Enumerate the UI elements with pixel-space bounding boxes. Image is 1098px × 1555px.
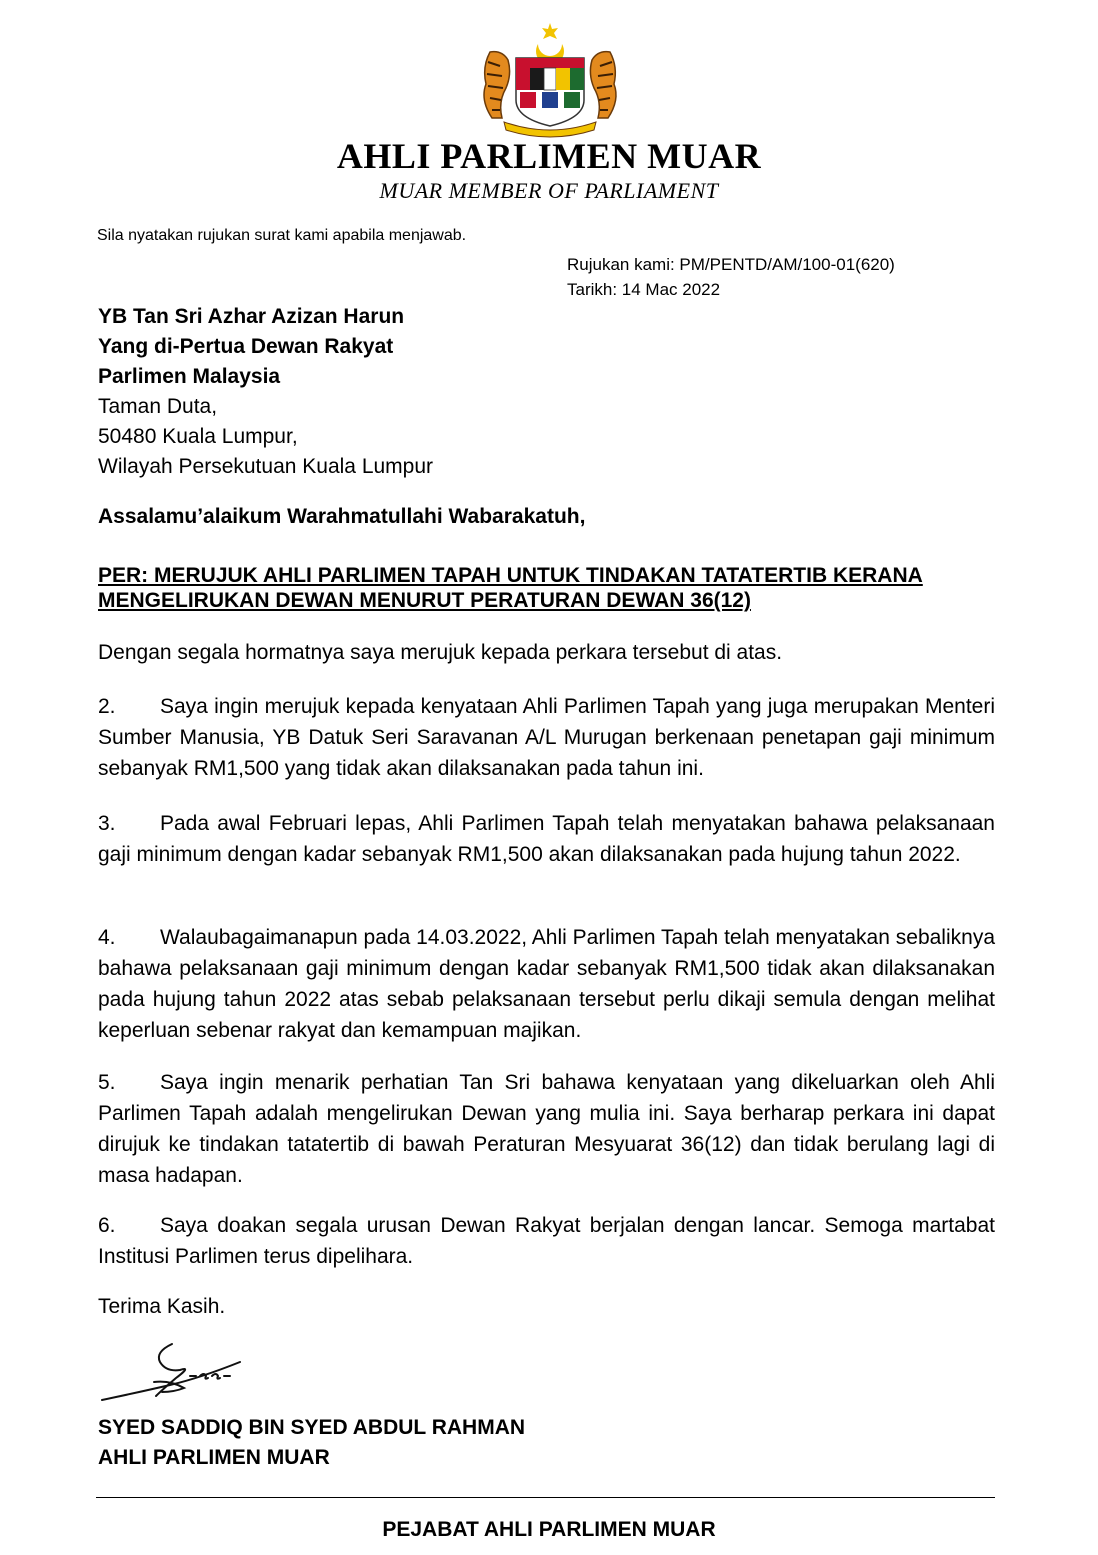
signer-block	[98, 1413, 525, 1473]
recipient-organisation: Parlimen Malaysia	[98, 365, 281, 388]
paragraph-number: 2.	[98, 695, 116, 718]
footer-office: PEJABAT AHLI PARLIMEN MUAR	[382, 1518, 716, 1541]
recipient-name: YB Tan Sri Azhar Azizan Harun	[98, 305, 405, 328]
paragraph-text: Walaubagaimanapun pada 14.03.2022, Ahli Parlimen Tapah telah menyatakan sebaliknya bahawa pelaksanaan gaji minimum dengan kadar sebanyak RM1,500 tidak akan dilaksanakan pada hujung tahun 2022 atas sebab pelaksanaan tersebut perlu dikaji semula dengan melihat keperluan sebenar rakyat dan kemampuan majikan.	[98, 926, 995, 1042]
reference-block	[567, 252, 895, 302]
paragraph-number: 5.	[98, 1071, 116, 1094]
paragraph-number: 6.	[98, 1214, 116, 1237]
closing: Terima Kasih.	[98, 1295, 226, 1318]
address-line: Wilayah Persekutuan Kuala Lumpur	[98, 455, 434, 478]
paragraph-text: Pada awal Februari lepas, Ahli Parlimen Tapah telah menyatakan bahawa pelaksanaan gaji minimum dengan kadar sebanyak RM1,500 akan dilaksanakan pada hujung tahun 2022.	[98, 812, 995, 866]
intro-paragraph: Dengan segala hormatnya saya merujuk kepada perkara tersebut di atas.	[98, 641, 783, 664]
paragraph-number: 4.	[98, 926, 116, 949]
paragraph-2	[98, 691, 995, 784]
paragraph-5	[98, 1067, 995, 1191]
greeting: Assalamu’alaikum Warahmatullahi Wabarakatuh,	[98, 505, 586, 528]
coat-of-arms-icon	[470, 22, 630, 138]
subject-line: PER: MERUJUK AHLI PARLIMEN TAPAH UNTUK TINDAKAN TATATERTIB KERANA MENGELIRUKAN DEWAN MENURUT PERATURAN DEWAN 36(12)	[98, 564, 923, 612]
signature-icon	[100, 1330, 250, 1410]
signer-title: AHLI PARLIMEN MUAR	[98, 1446, 330, 1469]
letterhead-subtitle: MUAR MEMBER OF PARLIAMENT	[379, 178, 719, 203]
paragraph-3	[98, 808, 995, 870]
paragraph-6	[98, 1210, 995, 1272]
paragraph-number: 3.	[98, 812, 116, 835]
letter-date: Tarikh: 14 Mac 2022	[567, 280, 721, 299]
paragraph-text: Saya ingin menarik perhatian Tan Sri bahawa kenyataan yang dikeluarkan oleh Ahli Parlimen Tapah adalah mengelirukan Dewan yang mulia ini. Saya berharap perkara ini dapat dirujuk ke tindakan tatatertib di bawah Peraturan Mesyuarat 36(12) dan tidak berulang lagi di masa hadapan.	[98, 1071, 995, 1187]
address-line: 50480 Kuala Lumpur,	[98, 425, 298, 448]
paragraph-4	[98, 922, 995, 1046]
recipient-address	[98, 302, 433, 482]
paragraph-text: Saya ingin merujuk kepada kenyataan Ahli Parlimen Tapah yang juga merupakan Menteri Sumber Manusia, YB Datuk Seri Saravanan A/L Murugan berkenaan penetapan gaji minimum sebanyak RM1,500 yang tidak akan dilaksanakan pada tahun ini.	[98, 695, 995, 780]
recipient-position: Yang di-Pertua Dewan Rakyat	[98, 335, 394, 358]
paragraph-text: Saya doakan segala urusan Dewan Rakyat berjalan dengan lancar. Semoga martabat Institusi Parlimen terus dipelihara.	[98, 1214, 995, 1268]
signer-name: SYED SADDIQ BIN SYED ABDUL RAHMAN	[98, 1416, 526, 1439]
our-reference: Rujukan kami: PM/PENTD/AM/100-01(620)	[567, 255, 895, 274]
letterhead-title: AHLI PARLIMEN MUAR	[336, 136, 762, 176]
address-line: Taman Duta,	[98, 395, 218, 418]
reference-note: Sila nyatakan rujukan surat kami apabila menjawab.	[97, 227, 467, 244]
footer-divider	[96, 1497, 995, 1498]
